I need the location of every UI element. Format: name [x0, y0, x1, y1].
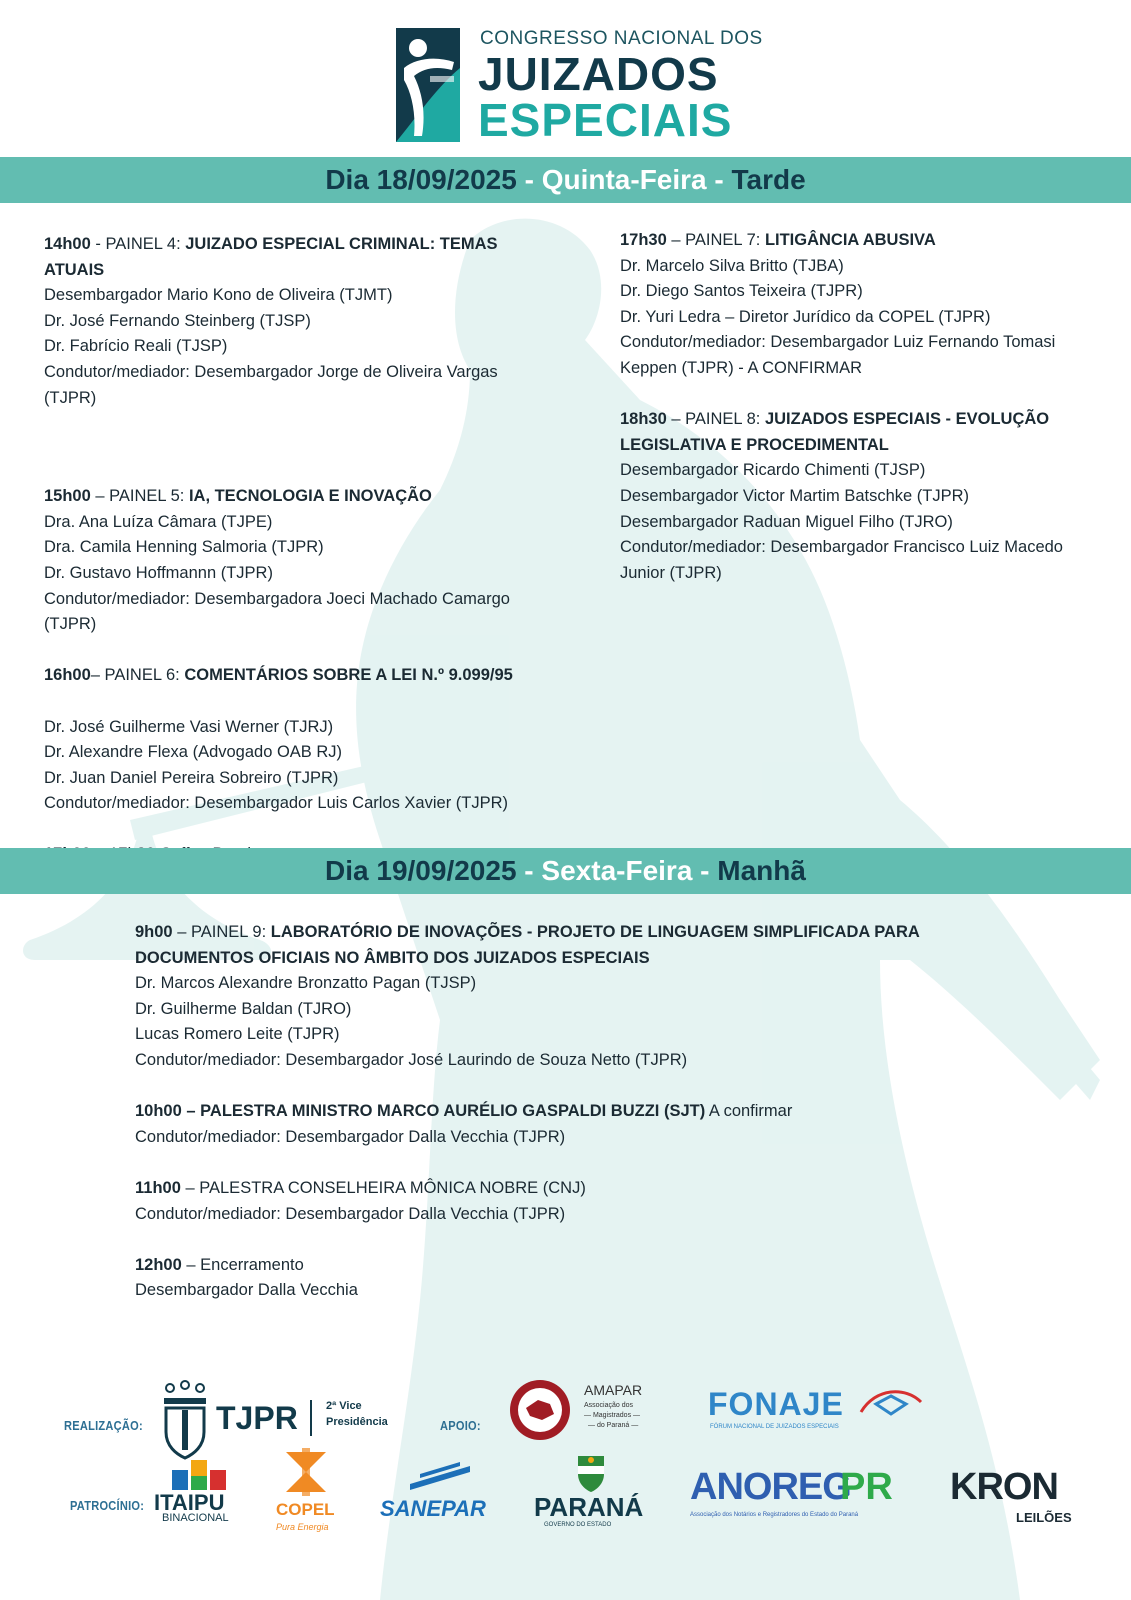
fonaje-logo	[708, 1386, 928, 1446]
panel-7-speaker: Dr. Yuri Ledra – Diretor Jurídico da COPEL (TJPR)	[620, 307, 991, 326]
panel-4-moderator-cont: (TJPR)	[44, 388, 97, 407]
panel-8	[620, 407, 1120, 586]
panel-5-speaker: Dra. Ana Luíza Câmara (TJPE)	[44, 512, 273, 531]
day2-sep1: -	[516, 855, 542, 886]
panel-5-time: 15h00	[44, 487, 91, 506]
talk-2-title: – PALESTRA CONSELHEIRA MÔNICA NOBRE (CNJ)	[180, 1178, 586, 1197]
tjpr-sub2: Presidência	[326, 1416, 388, 1428]
amapar-sub1: Associação dos	[584, 1402, 634, 1409]
day1-band	[0, 157, 1131, 203]
panel-7-title: LITIGÂNCIA ABUSIVA	[764, 231, 936, 249]
sanepar-mark-icon	[410, 1460, 470, 1494]
logo-line1: JUIZADOS	[478, 48, 719, 100]
copel-sub: Pura Energia	[276, 1522, 329, 1532]
panel-9-label: – PAINEL 9:	[172, 923, 271, 941]
talk-2-time: 11h00	[135, 1178, 181, 1197]
talk-2-moderator: Condutor/mediador: Desembargador Dalla Vecchia (TJPR)	[135, 1204, 566, 1223]
copel-mark-icon	[282, 1448, 330, 1496]
copel-text: COPEL	[276, 1500, 335, 1519]
itaipu-logo	[154, 1460, 244, 1530]
panel-9-title: LABORATÓRIO DE INOVAÇÕES - PROJETO DE LINGUAGEM SIMPLIFICADA PARA	[270, 923, 920, 941]
panel-6-speaker: Dr. Alexandre Flexa (Advogado OAB RJ)	[44, 743, 343, 762]
talk-1-time: 10h00	[135, 1102, 182, 1121]
day1-period: Tarde	[731, 164, 806, 195]
anoreg-text: ANOREG	[690, 1466, 851, 1508]
panel-4-moderator: Condutor/mediador: Desembargador Jorge de Oliveira Vargas	[44, 362, 498, 381]
panel-6-label: – PAINEL 6:	[90, 666, 185, 685]
amapar-logo	[508, 1378, 668, 1458]
panel-4-speaker: Dr. Fabrício Reali (TJSP)	[44, 337, 228, 356]
panel-8-title: JUIZADOS ESPECIAIS - EVOLUÇÃO	[764, 410, 1050, 429]
amapar-sub3: — do Paraná —	[588, 1422, 639, 1429]
panel-9-title-cont: DOCUMENTOS OFICIAIS NO ÂMBITO DOS JUIZADOS ESPECIAIS	[135, 948, 650, 967]
panel-6-moderator: Condutor/mediador: Desembargador Luis Carlos Xavier (TJPR)	[44, 794, 509, 813]
itaipu-sub: BINACIONAL	[162, 1512, 229, 1524]
panel-4	[44, 232, 574, 411]
day1-left-column	[44, 232, 574, 868]
closing-title: – Encerramento	[181, 1255, 304, 1274]
panel-6-speaker: Dr. José Guilherme Vasi Werner (TJRJ)	[44, 717, 334, 736]
panel-6-speaker: Dr. Juan Daniel Pereira Sobreiro (TJPR)	[44, 768, 339, 787]
panel-4-speaker: Dr. José Fernando Steinberg (TJSP)	[44, 311, 311, 330]
panel-7-label: – PAINEL 7:	[666, 231, 765, 249]
anoreg-logo	[690, 1466, 910, 1526]
talk-1-moderator: Condutor/mediador: Desembargador Dalla Vecchia (TJPR)	[135, 1127, 566, 1146]
day2-band	[0, 848, 1131, 894]
panel-8-label: – PAINEL 8:	[666, 410, 765, 429]
panel-7-speaker: Dr. Marcelo Silva Britto (TJBA)	[620, 256, 844, 275]
panel-6	[44, 663, 574, 817]
panel-4-time: 14h00	[44, 235, 91, 253]
panel-7	[620, 228, 1120, 382]
sanepar-logo	[380, 1460, 510, 1530]
kron-logo	[950, 1466, 1080, 1526]
panel-9-speaker: Lucas Romero Leite (TJPR)	[135, 1025, 340, 1044]
justice-logo-icon	[396, 28, 460, 142]
realizacao-label: REALIZAÇÃO:	[64, 1418, 143, 1433]
anoreg-pr: PR	[840, 1466, 893, 1508]
talk-1-title: – PALESTRA MINISTRO MARCO AURÉLIO GASPALDI BUZZI (SJT)	[181, 1102, 706, 1121]
day1-date: Dia 18/09/2025	[325, 164, 517, 195]
panel-7-moderator-cont: Keppen (TJPR) - A CONFIRMAR	[620, 358, 863, 377]
patrocinio-label: PATROCÍNIO:	[70, 1498, 145, 1513]
talk-1	[135, 1099, 1035, 1150]
panel-8-speaker: Desembargador Ricardo Chimenti (TJSP)	[620, 461, 926, 480]
panel-7-moderator: Condutor/mediador: Desembargador Luiz Fernando Tomasi	[620, 333, 1056, 352]
tjpr-text: TJPR	[216, 1400, 298, 1436]
kron-sub: LEILÕES	[1016, 1510, 1072, 1525]
panel-4-title: JUIZADO ESPECIAL CRIMINAL: TEMAS	[185, 235, 498, 253]
day1-right-column	[620, 228, 1120, 586]
logo-small-text: CONGRESSO NACIONAL DOS	[480, 28, 763, 49]
panel-8-moderator: Condutor/mediador: Desembargador Francisco Luiz Macedo	[620, 538, 1063, 557]
panel-6-title: COMENTÁRIOS SOBRE A LEI N.º 9.099/95	[184, 666, 513, 685]
handshake-icon	[856, 1382, 926, 1422]
day1-sep1: -	[516, 164, 542, 195]
parana-text: PARANÁ	[534, 1492, 644, 1522]
anoreg-sub: Associação dos Notários e Registradores do Estado do Paraná	[690, 1512, 859, 1518]
panel-4-title-cont: ATUAIS	[44, 260, 105, 279]
panel-8-speaker: Desembargador Victor Martim Batschke (TJPR)	[620, 486, 970, 505]
panel-8-moderator-cont: Junior (TJPR)	[620, 563, 722, 582]
panel-8-time: 18h30	[620, 410, 667, 429]
panel-9-moderator: Condutor/mediador: Desembargador José Laurindo de Souza Netto (TJPR)	[135, 1050, 688, 1069]
itaipu-mark-icon	[172, 1460, 226, 1490]
apoio-label: APOIO:	[440, 1418, 481, 1433]
parana-crest-icon	[574, 1452, 608, 1492]
panel-5-label: – PAINEL 5:	[90, 487, 189, 506]
closing	[135, 1253, 1035, 1304]
tjpr-divider	[310, 1400, 312, 1436]
copel-logo	[276, 1448, 346, 1538]
panel-4-speaker: Desembargador Mario Kono de Oliveira (TJMT)	[44, 286, 393, 305]
day2-column	[135, 920, 1035, 1304]
parana-sub: GOVERNO DO ESTADO	[544, 1522, 612, 1528]
panel-9-speaker: Dr. Marcos Alexandre Bronzatto Pagan (TJSP)	[135, 974, 477, 993]
day1-sep2: -	[706, 164, 732, 195]
panel-6-time: 16h00	[44, 666, 91, 685]
panel-5-speaker: Dra. Camila Henning Salmoria (TJPR)	[44, 538, 324, 557]
amapar-sub2: — Magistrados —	[584, 1412, 641, 1419]
day2-date: Dia 19/09/2025	[325, 855, 517, 886]
sanepar-text: SANEPAR	[380, 1496, 486, 1521]
tjpr-sub1: 2ª Vice	[326, 1400, 362, 1412]
amapar-seal-icon	[508, 1378, 572, 1442]
panel-4-label: - PAINEL 4:	[90, 235, 186, 253]
panel-8-title-cont: LEGISLATIVA E PROCEDIMENTAL	[620, 435, 889, 454]
panel-9-time: 9h00	[135, 923, 173, 941]
kron-text: KRON	[950, 1466, 1058, 1508]
panel-9	[135, 920, 1035, 1074]
fonaje-sub: FÓRUM NACIONAL DE JUIZADOS ESPECIAIS	[710, 1424, 839, 1430]
panel-9-speaker: Dr. Guilherme Baldan (TJRO)	[135, 999, 352, 1018]
tjpr-crest-icon	[160, 1380, 210, 1460]
amapar-text: AMAPAR	[584, 1382, 643, 1398]
closing-speaker: Desembargador Dalla Vecchia	[135, 1281, 358, 1300]
itaipu-text: ITAIPU	[154, 1490, 225, 1515]
panel-7-time: 17h30	[620, 231, 667, 249]
parana-logo	[534, 1452, 654, 1532]
panel-5-moderator: Condutor/mediador: Desembargadora Joeci Machado Camargo	[44, 589, 510, 608]
day2-weekday: Sexta-Feira	[541, 855, 693, 886]
panel-5-title: IA, TECNOLOGIA E INOVAÇÃO	[188, 487, 432, 506]
talk-1-status: A confirmar	[705, 1102, 793, 1121]
closing-time: 12h00	[135, 1255, 182, 1274]
panel-7-speaker: Dr. Diego Santos Teixeira (TJPR)	[620, 282, 863, 301]
panel-5-speaker: Dr. Gustavo Hoffmannn (TJPR)	[44, 563, 273, 582]
talk-2	[135, 1176, 1035, 1227]
day2-sep2: -	[692, 855, 718, 886]
panel-8-speaker: Desembargador Raduan Miguel Filho (TJRO)	[620, 512, 953, 531]
panel-5	[44, 484, 574, 638]
congress-logo	[396, 28, 763, 146]
day1-weekday: Quinta-Feira	[541, 164, 707, 195]
logo-line2: ESPECIAIS	[478, 94, 733, 146]
fonaje-text: FONAJE	[708, 1386, 844, 1422]
day2-period: Manhã	[717, 855, 806, 886]
panel-5-moderator-cont: (TJPR)	[44, 615, 97, 634]
